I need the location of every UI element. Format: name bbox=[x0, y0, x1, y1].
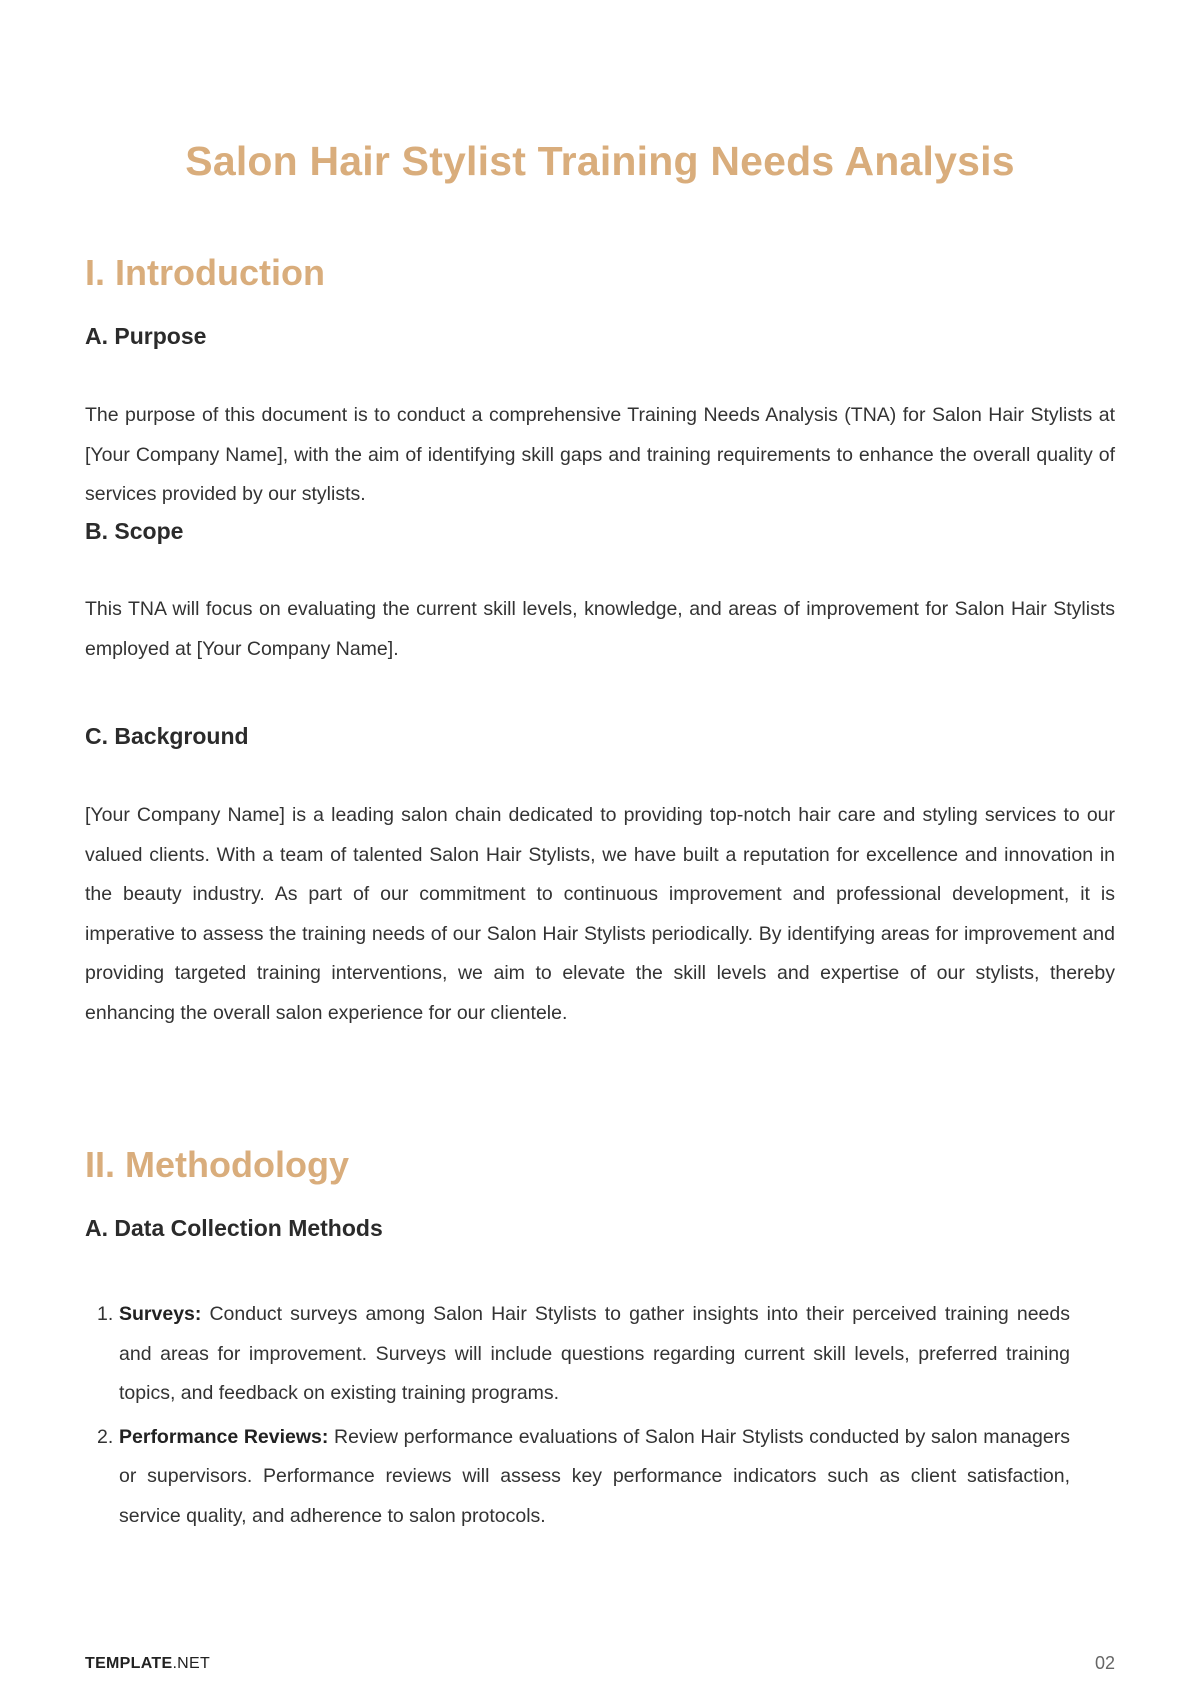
subheading-scope: B. Scope bbox=[85, 518, 184, 544]
footer-brand-logo bbox=[85, 1655, 210, 1673]
section-heading-methodology: II. Methodology bbox=[85, 1144, 349, 1185]
list-item-term: Performance Reviews: bbox=[119, 1425, 335, 1448]
data-collection-list-wrap bbox=[85, 1295, 1115, 1536]
document-title: Salon Hair Stylist Training Needs Analysis bbox=[185, 138, 1015, 184]
methodology-section bbox=[85, 1143, 1115, 1187]
introduction-section bbox=[85, 251, 1115, 295]
list-item-text: Review performance evaluations of Salon Hair Stylists conducted by salon managers or supervisors. Performance reviews will assess key performance indicators such as client satisfaction, service quality, and adherence to salon protocols. bbox=[119, 1425, 1070, 1527]
subheading-data-collection: A. Data Collection Methods bbox=[85, 1215, 383, 1241]
data-collection-list bbox=[85, 1295, 1070, 1536]
purpose-body bbox=[85, 396, 1115, 515]
list-item-number: 2. bbox=[97, 1425, 114, 1448]
list-item-text: Conduct surveys among Salon Hair Stylists to gather insights into their perceived training needs and areas for improvement. Surveys will include questions regarding current skill levels, preferred training topics, and feedback on existing training programs. bbox=[119, 1303, 1070, 1404]
subheading-background: C. Background bbox=[85, 723, 249, 749]
purpose-subsection bbox=[85, 321, 1115, 351]
data-collection-subsection bbox=[85, 1213, 1115, 1243]
scope-subsection bbox=[85, 516, 1115, 546]
list-item bbox=[85, 1418, 1070, 1537]
background-subsection bbox=[85, 721, 1115, 751]
background-body bbox=[85, 796, 1115, 1033]
list-item bbox=[85, 1295, 1070, 1414]
footer-brand-bold: TEMPLATE bbox=[85, 1655, 173, 1672]
list-item-term: Surveys: bbox=[119, 1303, 210, 1325]
footer-brand-rest: .NET bbox=[172, 1655, 211, 1672]
purpose-paragraph: The purpose of this document is to conduct a comprehensive Training Needs Analysis (TNA) for Salon Hair Stylists at [Your Company Name], with the aim of identifying skill gaps and training requirements to enhance the overall quality of services provided by our stylists. bbox=[85, 404, 1115, 505]
scope-paragraph: This TNA will focus on evaluating the current skill levels, knowledge, and areas of improvement for Salon Hair Stylists employed at [Your Company Name]. bbox=[85, 598, 1115, 660]
scope-body bbox=[85, 590, 1115, 669]
page-number: 02 bbox=[1094, 1653, 1115, 1673]
subheading-purpose: A. Purpose bbox=[85, 323, 207, 349]
list-item-number: 1. bbox=[97, 1303, 114, 1325]
section-heading-introduction: I. Introduction bbox=[85, 252, 325, 293]
background-paragraph: [Your Company Name] is a leading salon chain dedicated to providing top-notch hair care and styling services to our valued clients. With a team of talented Salon Hair Stylists, we have built a reputation for excellence and innovation in the beauty industry. As part of our commitment to continuous improvement and professional development, it is imperative to assess the training needs of our Salon Hair Stylists periodically. By identifying areas for improvement and providing targeted training interventions, we aim to elevate the skill levels and expertise of our stylists, thereby enhancing the overall salon experience for our clientele. bbox=[85, 804, 1115, 1024]
